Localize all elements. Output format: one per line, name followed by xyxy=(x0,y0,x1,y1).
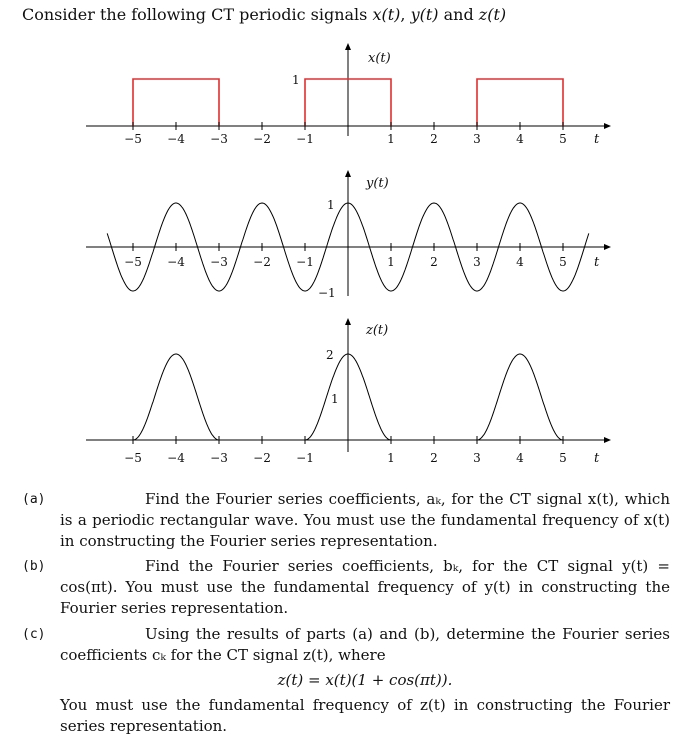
tick-label: −2 xyxy=(253,132,271,146)
tick-label: −1 xyxy=(296,451,314,465)
part-b-text: Find the Fourier series coefficients, bₖ, for the CT signal y(t) = cos(πt). You must use the fundamental frequency of y(t) in constructing the Fourier series representation. xyxy=(60,557,670,617)
tick-label: 5 xyxy=(559,132,567,146)
tick-label: −4 xyxy=(167,132,185,146)
part-c-tag: (c) xyxy=(22,627,46,642)
tick-label: −2 xyxy=(253,451,271,465)
z-level-1-label: 1 xyxy=(331,392,339,406)
part-c-after: You must use the fundamental frequency of z(t) in constructing the Fourier series representation. xyxy=(60,696,670,735)
part-b-tag: (b) xyxy=(22,559,46,574)
x-amplitude-arrow-icon xyxy=(345,43,351,50)
part-c xyxy=(22,624,670,737)
tick-label: 3 xyxy=(473,132,481,146)
z-t-label: t xyxy=(594,451,600,466)
tick-label: −1 xyxy=(296,255,314,269)
intro-sentence: Consider the following CT periodic signals x(t), y(t) and z(t) xyxy=(22,5,507,24)
tick-label: 4 xyxy=(516,255,524,269)
plot-z xyxy=(86,318,611,466)
z-time-arrow-icon xyxy=(604,437,611,443)
tick-label: −4 xyxy=(167,451,185,465)
x-plot-label: x(t) xyxy=(368,51,391,66)
tick-label: −2 xyxy=(253,255,271,269)
tick-label: −3 xyxy=(210,132,228,146)
tick-label: −5 xyxy=(124,451,142,465)
tick-label: −3 xyxy=(210,255,228,269)
part-a xyxy=(22,489,670,552)
tick-label: 3 xyxy=(473,255,481,269)
tick-label: −3 xyxy=(210,451,228,465)
tick-label: 3 xyxy=(473,451,481,465)
part-a-text: Find the Fourier series coefficients, aₖ, for the CT signal x(t), which is a periodic rectangular wave. You must use the fundamental frequency of x(t) in constructing the Fourier series representation. xyxy=(60,490,670,550)
y-amplitude-arrow-icon xyxy=(345,170,351,177)
x-t-label: t xyxy=(594,132,600,147)
tick-label: 1 xyxy=(387,451,395,465)
plot-y xyxy=(86,170,611,300)
z-plot-label: z(t) xyxy=(366,323,389,338)
plot-x xyxy=(86,43,611,147)
tick-label: −4 xyxy=(167,255,185,269)
tick-label: −5 xyxy=(124,132,142,146)
z-amplitude-arrow-icon xyxy=(345,318,351,325)
tick-label: 5 xyxy=(559,255,567,269)
part-c-text: Using the results of parts (a) and (b), determine the Fourier series coefficients cₖ for the CT signal z(t), where xyxy=(60,625,670,664)
tick-label: 1 xyxy=(387,255,395,269)
tick-label: 2 xyxy=(430,255,438,269)
y-level-pos-label: 1 xyxy=(327,198,335,212)
tick-label: 4 xyxy=(516,451,524,465)
tick-label: 2 xyxy=(430,451,438,465)
z-level-2-label: 2 xyxy=(326,348,334,362)
tick-label: 4 xyxy=(516,132,524,146)
part-b xyxy=(22,556,670,619)
tick-label: 5 xyxy=(559,451,567,465)
tick-label: 1 xyxy=(387,132,395,146)
y-t-label: t xyxy=(594,255,600,270)
tick-label: −1 xyxy=(296,132,314,146)
part-a-tag: (a) xyxy=(22,492,46,507)
tick-label: 2 xyxy=(430,132,438,146)
y-plot-label: y(t) xyxy=(366,176,389,191)
y-time-arrow-icon xyxy=(604,244,611,250)
part-c-equation: z(t) = x(t)(1 + cos(πt)). xyxy=(277,671,453,689)
tick-label: −5 xyxy=(124,255,142,269)
x-level-label: 1 xyxy=(292,73,300,87)
x-time-arrow-icon xyxy=(604,123,611,129)
y-level-neg-label: −1 xyxy=(318,286,336,300)
